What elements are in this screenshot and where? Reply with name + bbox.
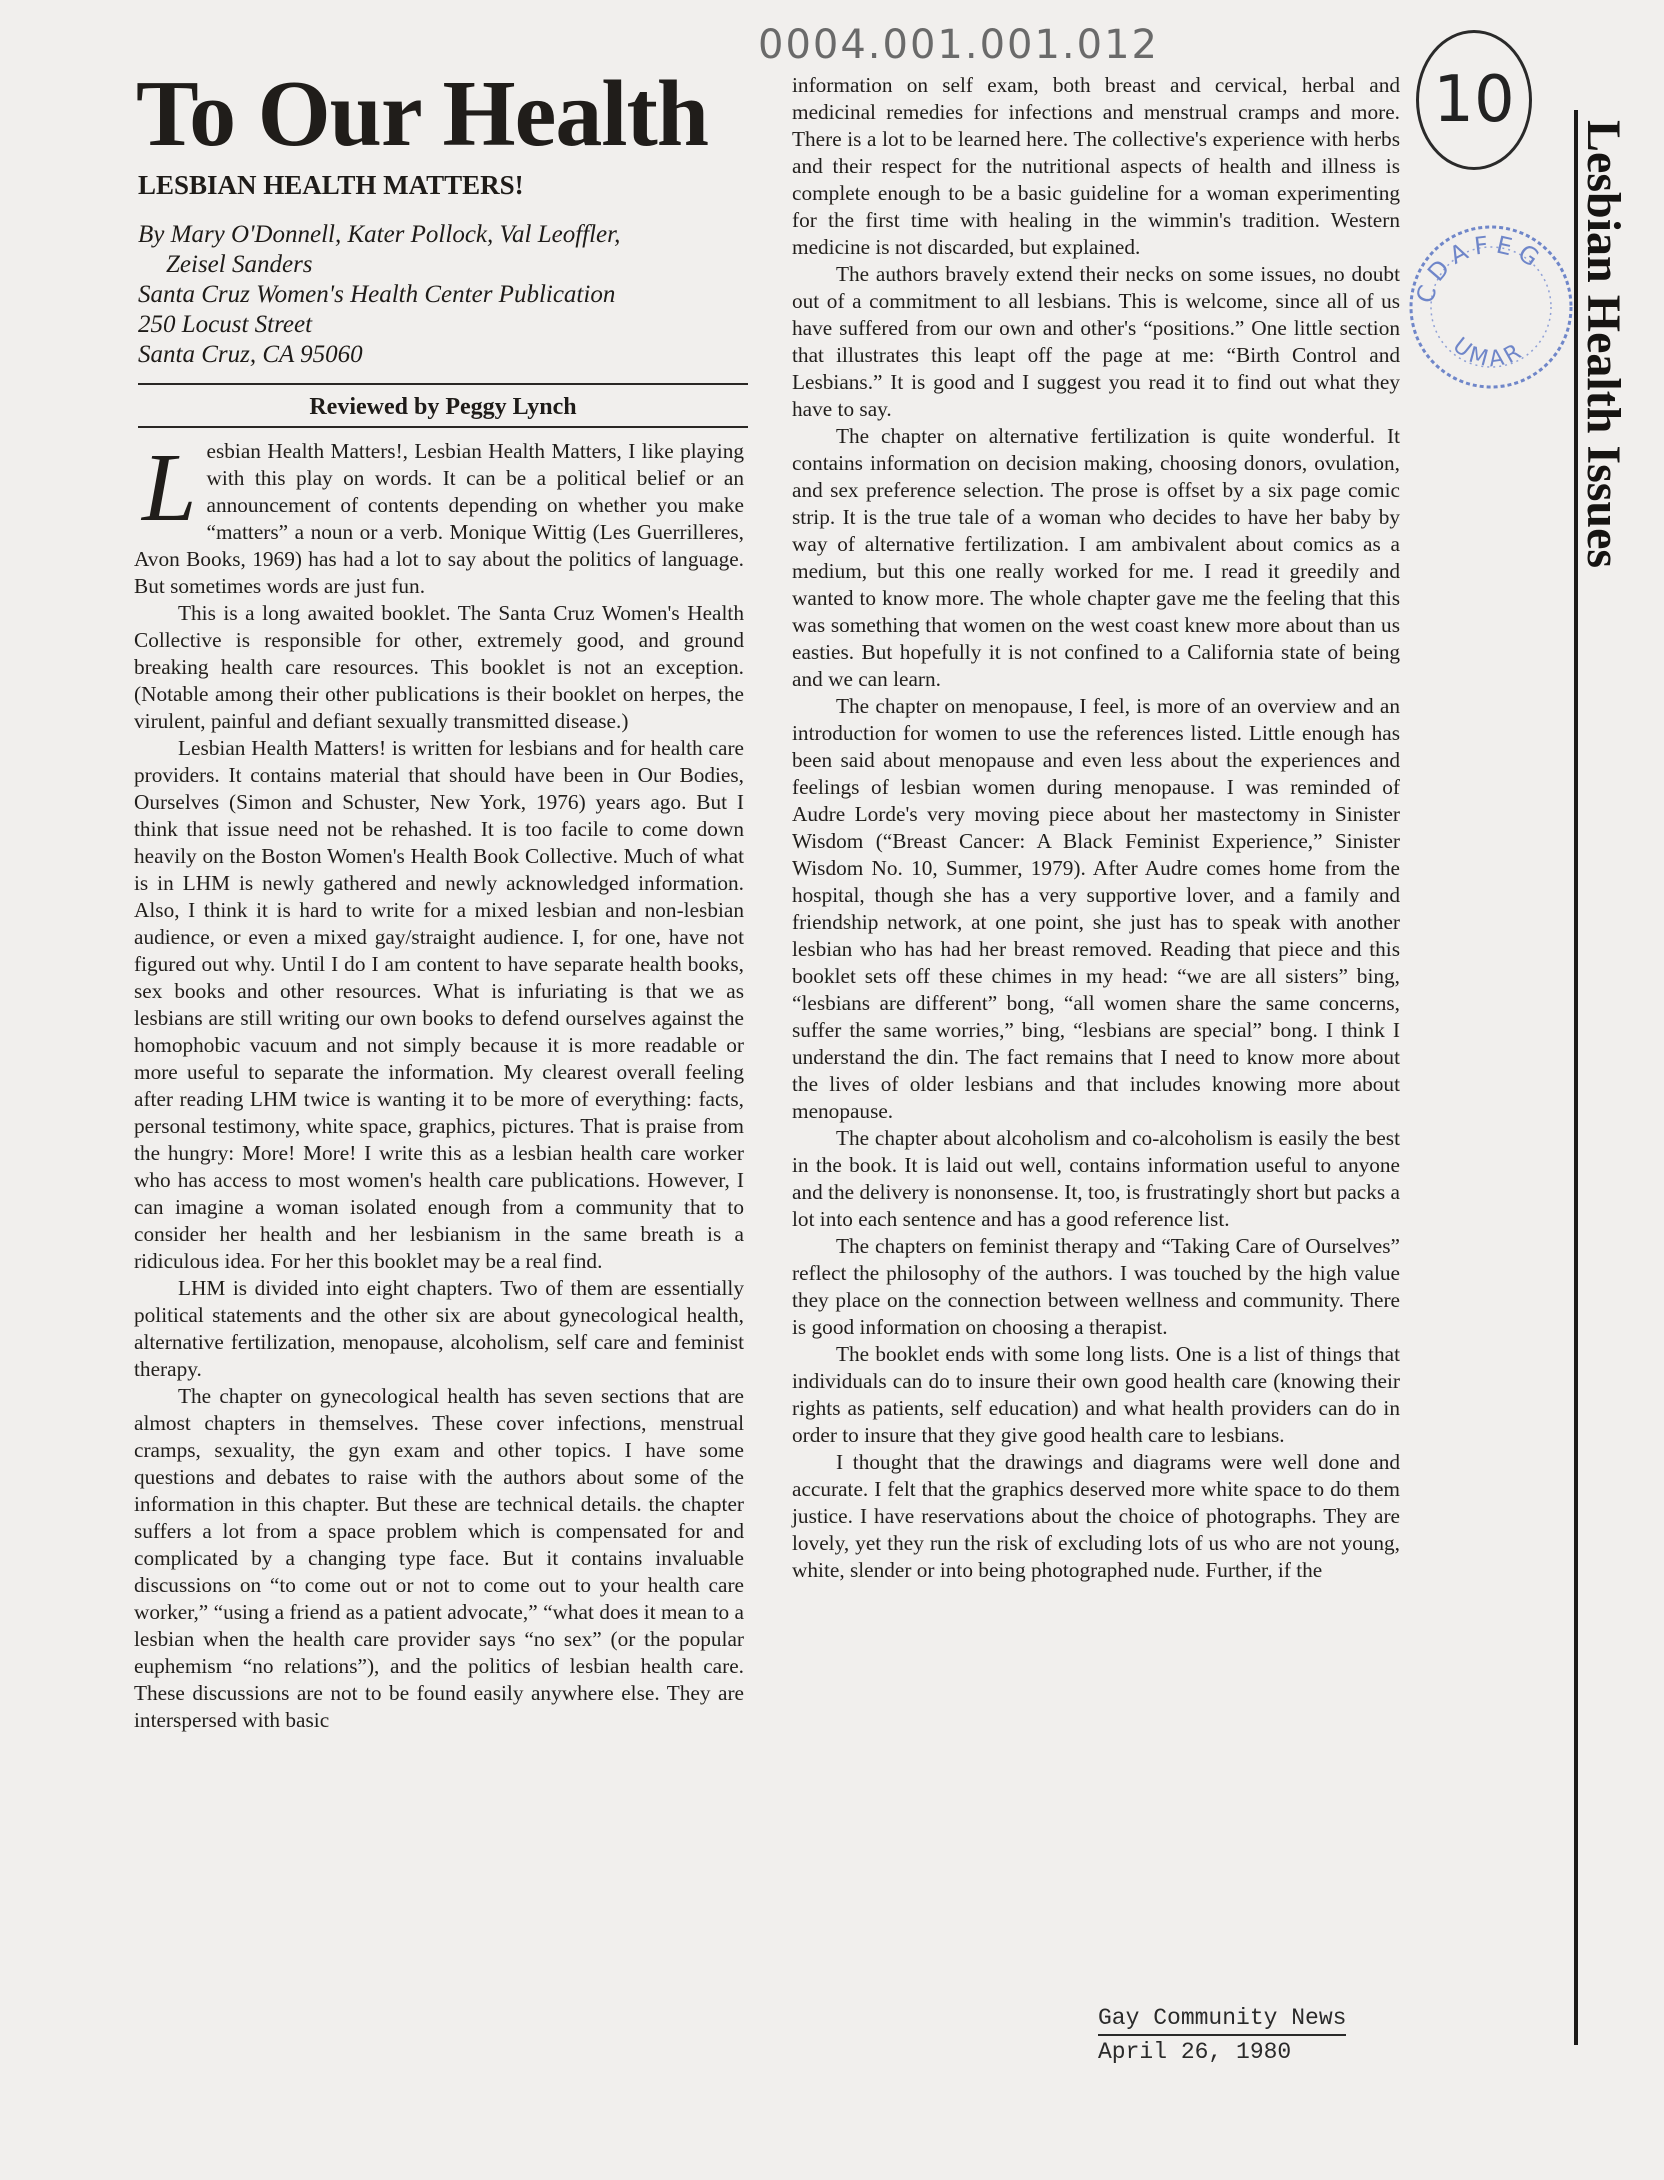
address: 250 Locust Street [138,311,313,338]
subheadline: LESBIAN HEALTH MATTERS! [138,170,524,200]
authors-line: By Mary O'Donnell, Kater Pollock, Val Leoffler, [138,221,621,248]
drop-cap: L [142,434,197,542]
paragraph [134,434,744,600]
paragraph: I thought that the drawings and diagrams were well done and accurate. I felt that the graphics deserved more white space to do them justice. I have reservations about the choice of photographs. They are lovely, yet they run the risk of excluding lots of us who are not young, white, slender or into being photographed nude. Further, if the [792,1450,1400,1582]
publication-date: April 26, 1980 [1098,2039,1292,2065]
page-number-circle [1416,30,1532,170]
source-footer [1098,2002,1346,2068]
svg-text:CDAFEG [1411,230,1549,306]
paragraph: information on self exam, both breast and cervical, herbal and medicinal remedies for infections and menstrual cramps and more. There is a lot to be learned here. The collective's experience with herbs and their respect for the nutritional aspects of health and illness is complete enough to be a basic guideline for a woman experimenting for the first time with healing in the wimmin's tradition. Western medicine is not discarded, but explained. [792,73,1400,259]
paragraph: The chapter on alternative fertilization is quite wonderful. It contains information on decision making, choosing donors, ovulation, and sex preference selection. The prose is offset by a six page comic strip. It is the true tale of a woman who decides to have her baby by way of alternative fertilization. I am ambivalent about comics as a medium, but this one really worked for me. I read it greedily and wanted to know more. The whole chapter gave me the feeling that this was something that women on the west coast knew more about than us easties. But hopefully it is not confined to a California state of being and we can learn. [792,424,1400,691]
divider [138,426,748,428]
side-section-title: Lesbian Health Issues [1577,120,1630,569]
divider [138,383,748,385]
paragraph: Lesbian Health Matters! is written for lesbians and for health care providers. It contains material that should have been in Our Bodies, Ourselves (Simon and Schuster, New York, 1976) years ago. But I think that issue need not be rehashed. It is too facile to come down heavily on the Boston Women's Health Book Collective. Much of what is in LHM is newly gathered and newly acknowledged information. Also, I think it is hard to write for a mixed lesbian and non-lesbian audience, or even a mixed gay/straight audience. I, for one, have not figured out why. Until I do I am content to have separate health books, sex books and other resources. What is infuriating is that we as lesbians are still writing our own books to defend ourselves against the homophobic vacuum and not simply because it is more readable or more useful to separate the information. My clearest overall feeling after reading LHM twice is wanting it to be more of everything: facts, personal testimony, white space, graphics, pictures. That is praise from the hungry: More! More! I write this as a lesbian health care worker who has access to most women's health care publications. However, I can imagine a woman isolated enough from a community that to consider her health and her lesbianism in the same breath is a ridiculous idea. For her this booklet may be a real find. [134,736,744,1273]
svg-text:UMAR [1448,333,1529,373]
city: Santa Cruz, CA 95060 [138,341,363,368]
page-number: 10 [1433,63,1515,137]
paragraph: The chapter on menopause, I feel, is more of an overview and an introduction for women to use the references listed. Little enough has been said about menopause and even less about the experiences and feelings of lesbian women during menopause. I was reminded of Audre Lorde's very moving piece about her mastectomy in Sinister Wisdom (“Breast Cancer: A Black Feminist Experience,” Sinister Wisdom No. 10, Summer, 1979). After Audre comes home from the hospital, though she has a very supportive lover, and a family and friendship network, at one point, she just has to speak with another lesbian who has had her breast removed. Reading that piece and this booklet sets off these chimes in my head: “we are all sisters” bing, “lesbians are different” bong, “all women share the same concerns, suffer the same worries,” bing, “lesbians are special” bong. I think I understand the din. The fact remains that I need to know more about the lives of older lesbians and that includes knowing more about menopause. [792,694,1400,1123]
publication-name: Gay Community News [1098,2002,1346,2036]
paragraph: The authors bravely extend their necks on some issues, no doubt out of a commitment to all lesbians. This is welcome, since all of us have suffered from our own and other's “positions.” One little section that illustrates this leapt off the page at me: “Birth Control and Lesbians.” It is good and I suggest you read it to find out what they have to say. [792,262,1400,421]
paragraph: The booklet ends with some long lists. One is a list of things that individuals can do to insure their own good health care (knowing their rights as patients, self education) and what health providers can do in order to insure that they give good health care to lesbians. [792,1342,1400,1447]
article-column-right [792,72,1400,1584]
paragraph: The chapter about alcoholism and co-alcoholism is easily the best in the book. It is laid out well, contains information useful to anyone and the delivery is nononsense. It, too, is frustratingly short but packs a lot into each sentence and has a good reference list. [792,1126,1400,1231]
article-column-left [134,434,744,1734]
publisher: Santa Cruz Women's Health Center Publication [138,281,616,308]
stamp-bottom-text: UMAR [1447,333,1529,373]
paragraph: The chapters on feminist therapy and “Taking Care of Ourselves” reflect the philosophy of the authors. I was touched by the high value they place on the connection between wellness and community. There is good information on choosing a therapist. [792,1234,1400,1339]
authors-line: Zeisel Sanders [166,251,313,278]
archive-stamp [1402,218,1580,396]
book-credits [138,220,758,370]
stamp-top-text: CDAFEG [1410,230,1549,307]
paragraph: LHM is divided into eight chapters. Two of them are essentially political statements and the other six are about gynecological health, alternative fertilization, menopause, alcoholism, self care and feminist therapy. [134,1276,744,1381]
paragraph: This is a long awaited booklet. The Santa Cruz Women's Health Collective is responsible for other, extremely good, and ground breaking health care resources. This booklet is not an exception. (Notable among their other publications is their booklet on herpes, the virulent, painful and defiant sexually transmitted disease.) [134,601,744,733]
reviewer-byline: Reviewed by Peggy Lynch [309,394,577,420]
headline: To Our Health [136,62,709,166]
paragraph-text: esbian Health Matters!, Lesbian Health Matters, I like playing with this play on words. It can be a political belief or an announcement of contents depending on whether you make “matters” a noun or a verb. Monique Wittig (Les Guerrilleres, Avon Books, 1969) has had a lot to say about the politics of language. But sometimes words are just fun. [134,439,744,598]
archive-number: 0004.001.001.012 [758,22,1159,68]
paragraph: The chapter on gynecological health has seven sections that are almost chapters in themselves. These cover infections, menstrual cramps, sexuality, the gyn exam and other topics. I have some questions and debates to raise with the authors about some of the information in this chapter. But these are technical details. the chapter suffers a lot from a space problem which is compensated for and complicated by a changing type face. But it contains invaluable discussions on “to come out or not to come out to your health care worker,” “using a friend as a patient advocate,” “what does it mean to a lesbian when the health care provider says “no sex” (or the popular euphemism “no relations”), and the politics of lesbian health care. These discussions are not to be found easily anywhere else. They are interspersed with basic [134,1384,744,1732]
